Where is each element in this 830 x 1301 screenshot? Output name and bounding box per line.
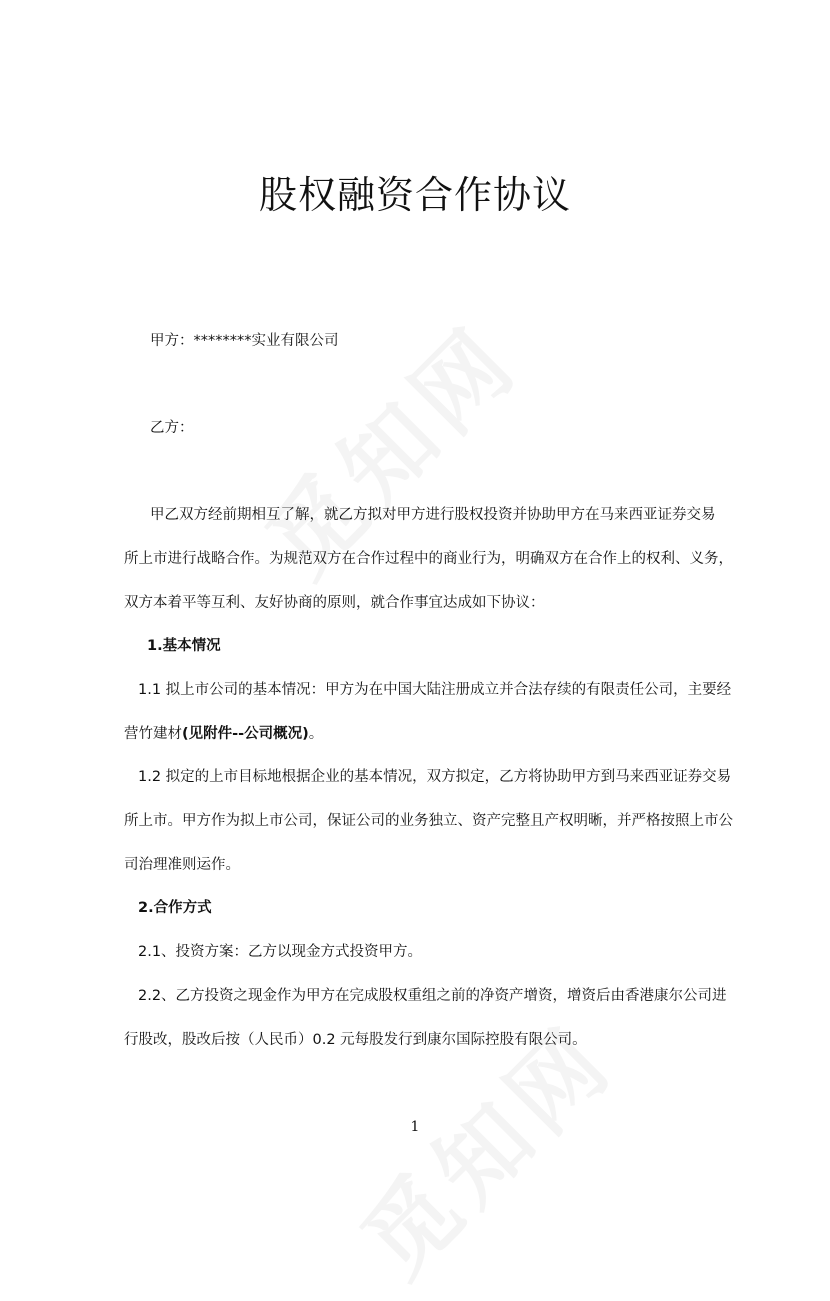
page-number: 1 [410, 1119, 420, 1135]
party-b: 乙方： [150, 420, 194, 436]
attachment-reference: (见附件--公司概况) [182, 726, 309, 742]
document-title: 股权融资合作协议 [258, 173, 571, 217]
intro-line-1: 甲乙双方经前期相互了解，就乙方拟对甲方进行股权投资并协助甲方在马来西亚证券交易 [150, 507, 716, 523]
intro-line-3: 双方本着平等互利、友好协商的原则，就合作事宜达成如下协议： [124, 595, 545, 611]
section-1-1-period: 。 [308, 726, 324, 742]
section-1-2-line-2: 所上市。甲方作为拟上市公司，保证公司的业务独立、资产完整且产权明晰，并严格按照上市公 [124, 813, 733, 829]
section-2-heading: 2.合作方式 [138, 900, 212, 916]
section-2-1: 2.1、投资方案：乙方以现金方式投资甲方。 [138, 944, 423, 960]
intro-line-2: 所上市进行战略合作。为规范双方在合作过程中的商业行为，明确双方在合作上的权利、义务， [124, 551, 733, 567]
section-1-1-line-1: 1.1 拟上市公司的基本情况：甲方为在中国大陆注册成立并合法存续的有限责任公司，主要经 [138, 682, 732, 698]
section-1-2-line-3: 司治理准则运作。 [124, 857, 240, 873]
section-1-heading: 1.基本情况 [147, 638, 221, 654]
section-1-1-line-2 [124, 724, 323, 744]
party-a: 甲方：********实业有限公司 [150, 333, 339, 349]
section-2-2-line-2: 行股改，股改后按（人民币）0.2 元每股发行到康尔国际控股有限公司。 [124, 1032, 587, 1048]
section-1-1-text: 营竹建材 [124, 726, 182, 742]
section-1-2-line-1: 1.2 拟定的上市目标地根据企业的基本情况，双方拟定，乙方将协助甲方到马来西亚证券交易 [138, 769, 732, 785]
section-2-2-line-1: 2.2、乙方投资之现金作为甲方在完成股权重组之前的净资产增资，增资后由香港康尔公司进 [138, 988, 727, 1004]
